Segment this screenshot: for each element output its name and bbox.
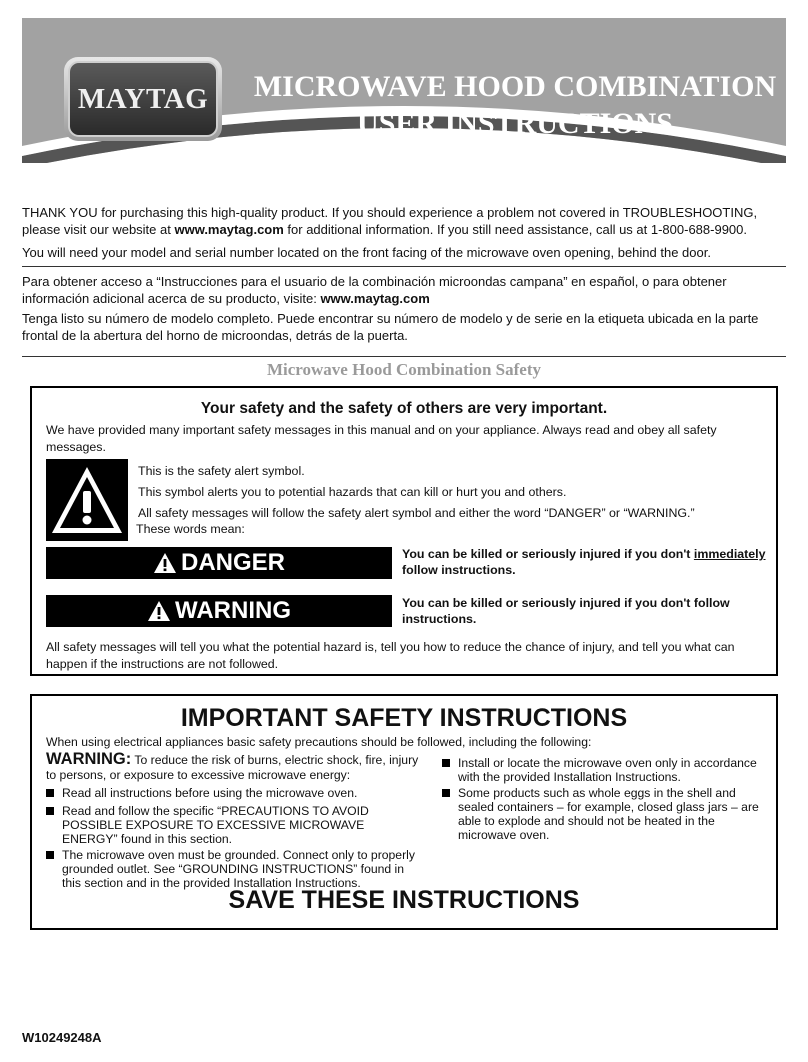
warning-word: WARNING: xyxy=(46,750,132,768)
list-item-text: Install or locate the microwave oven only in accordance with the provided Installation Instructions. xyxy=(458,756,757,784)
list-item xyxy=(442,756,762,784)
list-item xyxy=(442,786,762,842)
bullet-square-icon xyxy=(46,807,54,815)
list-item-text: The microwave oven must be grounded. Connect only to properly grounded outlet. See “GROUNDING INSTRUCTIONS” found in this section and in the provided Installation Instructions. xyxy=(62,848,415,890)
document-number: W10249248A xyxy=(22,1030,102,1045)
important-safety-box xyxy=(30,694,778,930)
list-item xyxy=(46,848,426,890)
list-item xyxy=(46,804,406,846)
spanish-model-paragraph: Tenga listo su número de modelo completo. Puede encontrar su número de modelo y de serie en la etiqueta ubicada en la parte frontal de la abertura del horno de microondas, detrás de la puerta. xyxy=(22,311,759,343)
thank-you-paragraph xyxy=(22,204,786,238)
bullet-square-icon xyxy=(442,789,450,797)
thanks-text-end: for additional information. If you still need assistance, call us at 1-800-688-9900. xyxy=(283,222,748,237)
safety-footer: All safety messages will tell you what the potential hazard is, tell you how to reduce the chance of injury, and tell you what can happen if the instructions are not followed. xyxy=(46,640,735,671)
words-mean: These words mean: xyxy=(136,522,245,536)
symbol-line3: All safety messages will follow the safety alert symbol and either the word “DANGER” or “WARNING.” xyxy=(138,506,695,520)
divider xyxy=(22,356,786,357)
warning-text: You can be killed or seriously injured if you don't follow instructions. xyxy=(402,596,730,626)
warning-paragraph xyxy=(46,752,426,783)
danger-text-emphasis: immediately xyxy=(693,547,766,561)
safety-heading: Your safety and the safety of others are very important. xyxy=(200,400,608,417)
divider xyxy=(22,266,786,267)
thanks-text: THANK YOU for purchasing this high-quality product. If you should experience a problem not covered in TROUBLESHOOTING, please visit our website at xyxy=(22,205,758,237)
bullet-square-icon xyxy=(46,851,54,859)
page-title xyxy=(240,68,786,142)
warning-signal xyxy=(46,595,392,627)
maytag-logo xyxy=(64,57,222,141)
spanish-text: Para obtener acceso a “Instrucciones para el usuario de la combinación microondas campana” en español, o para obtener información adicional acerca de su producto, visite: xyxy=(22,274,727,306)
alert-triangle-icon xyxy=(153,552,177,574)
spanish-paragraph xyxy=(22,273,786,307)
safety-intro: We have provided many important safety messages in this manual and on your appliance. Always read and obey all safety messages. xyxy=(46,423,717,454)
spanish-website-link[interactable]: www.maytag.com xyxy=(320,291,430,306)
logo-text: MAYTAG xyxy=(77,82,209,115)
model-serial-paragraph: You will need your model and serial number located on the front facing of the microwave oven opening, behind the door. xyxy=(22,245,711,260)
bullet-square-icon xyxy=(442,759,450,767)
danger-text xyxy=(402,546,772,578)
list-item-text: Read and follow the specific “PRECAUTIONS TO AVOID POSSIBLE EXPOSURE TO EXCESSIVE MICROWAVE ENERGY” found in this section. xyxy=(62,804,369,846)
important-heading: IMPORTANT SAFETY INSTRUCTIONS xyxy=(180,704,628,732)
title-line2: USER INSTRUCTIONS xyxy=(357,107,673,140)
title-line1: MICROWAVE HOOD COMBINATION xyxy=(253,70,777,103)
warning-label: WARNING xyxy=(175,597,291,624)
safety-box xyxy=(30,386,778,676)
danger-text-pre: You can be killed or seriously injured if you don't xyxy=(402,547,694,561)
warning-paragraph-text: To reduce the risk of burns, electric shock, fire, injury to persons, or exposure to excessive microwave energy: xyxy=(46,753,419,782)
list-item xyxy=(46,786,426,800)
alert-triangle-icon xyxy=(147,600,171,622)
danger-text-post: follow instructions. xyxy=(402,563,516,577)
list-item-text: Some products such as whole eggs in the shell and sealed containers – for example, closed glass jars – are able to explode and should not be heated in the microwave oven. xyxy=(458,786,759,842)
website-link[interactable]: www.maytag.com xyxy=(174,222,284,237)
list-item-text: Read all instructions before using the microwave oven. xyxy=(62,786,358,800)
danger-label: DANGER xyxy=(180,549,285,576)
danger-signal xyxy=(46,547,392,579)
important-intro: When using electrical appliances basic safety precautions should be followed, including the following: xyxy=(46,735,592,749)
symbol-line1: This is the safety alert symbol. xyxy=(138,464,305,478)
symbol-line2: This symbol alerts you to potential hazards that can kill or hurt you and others. xyxy=(138,485,567,499)
bullet-square-icon xyxy=(46,789,54,797)
save-instructions-heading: SAVE THESE INSTRUCTIONS xyxy=(228,886,580,914)
header-banner xyxy=(22,18,786,163)
section-title: Microwave Hood Combination Safety xyxy=(266,360,542,379)
safety-alert-icon xyxy=(46,459,128,541)
